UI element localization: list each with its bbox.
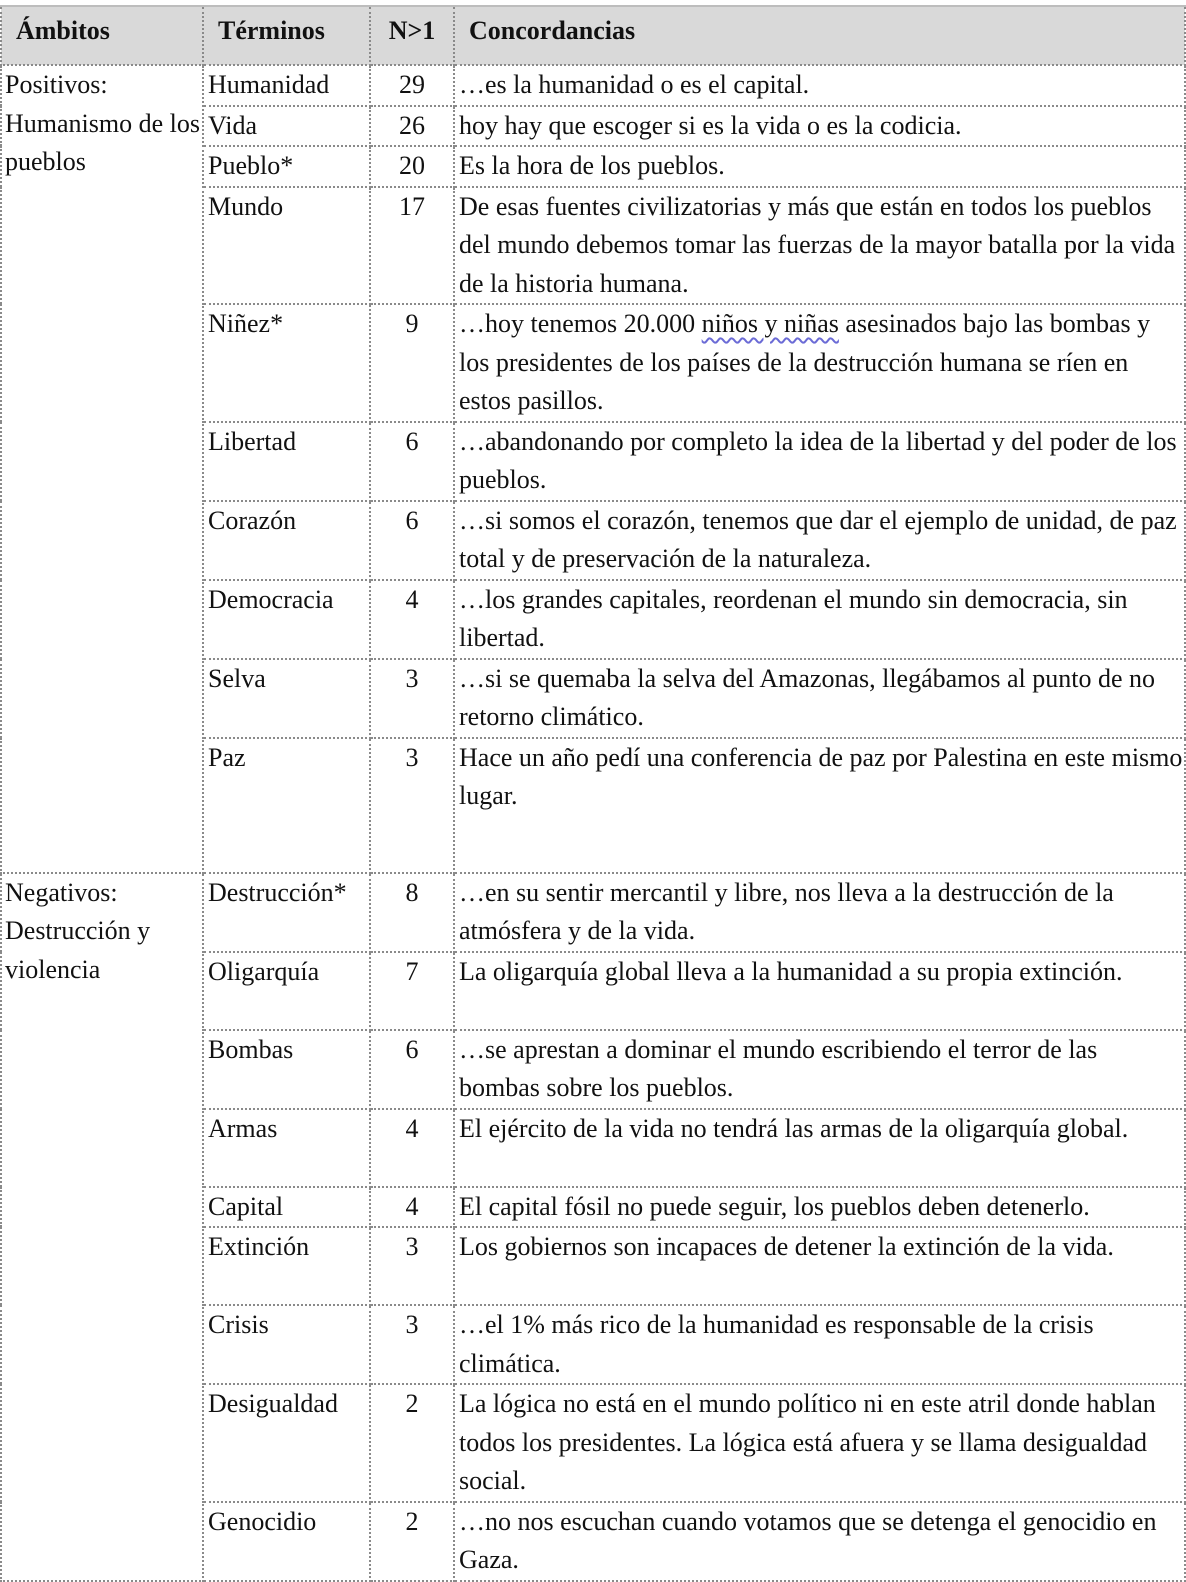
term-cell: Vida <box>203 106 370 147</box>
concordance-text-post: asesinados bajo las bombas y los presidentes de los países de la destrucción humana se ríen en estos pasillos. <box>459 309 1151 415</box>
header-ambitos: Ámbitos <box>1 6 203 65</box>
term-cell: Capital <box>203 1187 370 1228</box>
term-cell: Selva <box>203 659 370 738</box>
term-cell: Mundo <box>203 187 370 305</box>
term-cell: Corazón <box>203 501 370 580</box>
term-cell: Desigualdad <box>203 1384 370 1502</box>
count-cell: 3 <box>370 659 454 738</box>
count-cell: 3 <box>370 738 454 873</box>
count-cell: 6 <box>370 501 454 580</box>
term-cell: Genocidio <box>203 1502 370 1581</box>
concordance-cell: El capital fósil no puede seguir, los pueblos deben detenerlo. <box>454 1187 1185 1228</box>
term-cell: Paz <box>203 738 370 873</box>
concordance-table-container <box>0 5 1186 1582</box>
term-cell: Armas <box>203 1109 370 1187</box>
count-cell: 26 <box>370 106 454 147</box>
term-cell: Humanidad <box>203 65 370 106</box>
concordance-cell: La oligarquía global lleva a la humanidad a su propia extinción. <box>454 952 1185 1030</box>
count-cell: 7 <box>370 952 454 1030</box>
term-cell: Niñez* <box>203 304 370 422</box>
term-cell: Oligarquía <box>203 952 370 1030</box>
concordance-cell: …en su sentir mercantil y libre, nos lleva a la destrucción de la atmósfera y de la vida. <box>454 873 1185 952</box>
table-row <box>1 873 1185 952</box>
count-cell: 6 <box>370 1030 454 1109</box>
count-cell: 4 <box>370 1187 454 1228</box>
table-row <box>1 65 1185 106</box>
concordance-cell <box>454 304 1185 422</box>
count-cell: 2 <box>370 1502 454 1581</box>
concordance-cell: …el 1% más rico de la humanidad es responsable de la crisis climática. <box>454 1305 1185 1384</box>
count-cell: 4 <box>370 580 454 659</box>
concordance-cell: La lógica no está en el mundo político ni en este atril donde hablan todos los presidentes. La lógica está afuera y se llama desigualdad social. <box>454 1384 1185 1502</box>
concordance-cell: …se aprestan a dominar el mundo escribiendo el terror de las bombas sobre los pueblos. <box>454 1030 1185 1109</box>
concordance-cell: …si somos el corazón, tenemos que dar el ejemplo de unidad, de paz total y de preservación de la naturaleza. <box>454 501 1185 580</box>
term-cell: Destrucción* <box>203 873 370 952</box>
header-n: N>1 <box>370 6 454 65</box>
count-cell: 2 <box>370 1384 454 1502</box>
header-concordancias: Concordancias <box>454 6 1185 65</box>
term-cell: Libertad <box>203 422 370 501</box>
term-cell: Bombas <box>203 1030 370 1109</box>
concordance-text-pre: …hoy tenemos 20.000 <box>459 309 702 338</box>
header-row <box>1 6 1185 65</box>
concordance-cell: Hace un año pedí una conferencia de paz por Palestina en este mismo lugar. <box>454 738 1185 873</box>
concordance-cell: …es la humanidad o es el capital. <box>454 65 1185 106</box>
ambito-cell-positivos: Positivos: Humanismo de los pueblos <box>1 65 203 873</box>
concordance-cell: …si se quemaba la selva del Amazonas, llegábamos al punto de no retorno climático. <box>454 659 1185 738</box>
count-cell: 17 <box>370 187 454 305</box>
count-cell: 4 <box>370 1109 454 1187</box>
term-cell: Crisis <box>203 1305 370 1384</box>
count-cell: 20 <box>370 146 454 187</box>
concordance-cell: Los gobiernos son incapaces de detener la extinción de la vida. <box>454 1227 1185 1305</box>
count-cell: 8 <box>370 873 454 952</box>
concordance-cell: Es la hora de los pueblos. <box>454 146 1185 187</box>
count-cell: 6 <box>370 422 454 501</box>
count-cell: 29 <box>370 65 454 106</box>
concordance-cell: hoy hay que escoger si es la vida o es la codicia. <box>454 106 1185 147</box>
ambito-cell-negativos: Negativos: Destrucción y violencia <box>1 873 203 1581</box>
header-terminos: Términos <box>203 6 370 65</box>
concordance-table <box>0 5 1186 1582</box>
spellcheck-marked-text: niños y niñas <box>701 309 839 338</box>
concordance-cell: El ejército de la vida no tendrá las armas de la oligarquía global. <box>454 1109 1185 1187</box>
concordance-cell: …no nos escuchan cuando votamos que se detenga el genocidio en Gaza. <box>454 1502 1185 1581</box>
term-cell: Pueblo* <box>203 146 370 187</box>
count-cell: 3 <box>370 1227 454 1305</box>
concordance-cell: De esas fuentes civilizatorias y más que están en todos los pueblos del mundo debemos tomar las fuerzas de la mayor batalla por la vida de la historia humana. <box>454 187 1185 305</box>
count-cell: 3 <box>370 1305 454 1384</box>
count-cell: 9 <box>370 304 454 422</box>
concordance-cell: …los grandes capitales, reordenan el mundo sin democracia, sin libertad. <box>454 580 1185 659</box>
term-cell: Democracia <box>203 580 370 659</box>
term-cell: Extinción <box>203 1227 370 1305</box>
concordance-cell: …abandonando por completo la idea de la libertad y del poder de los pueblos. <box>454 422 1185 501</box>
